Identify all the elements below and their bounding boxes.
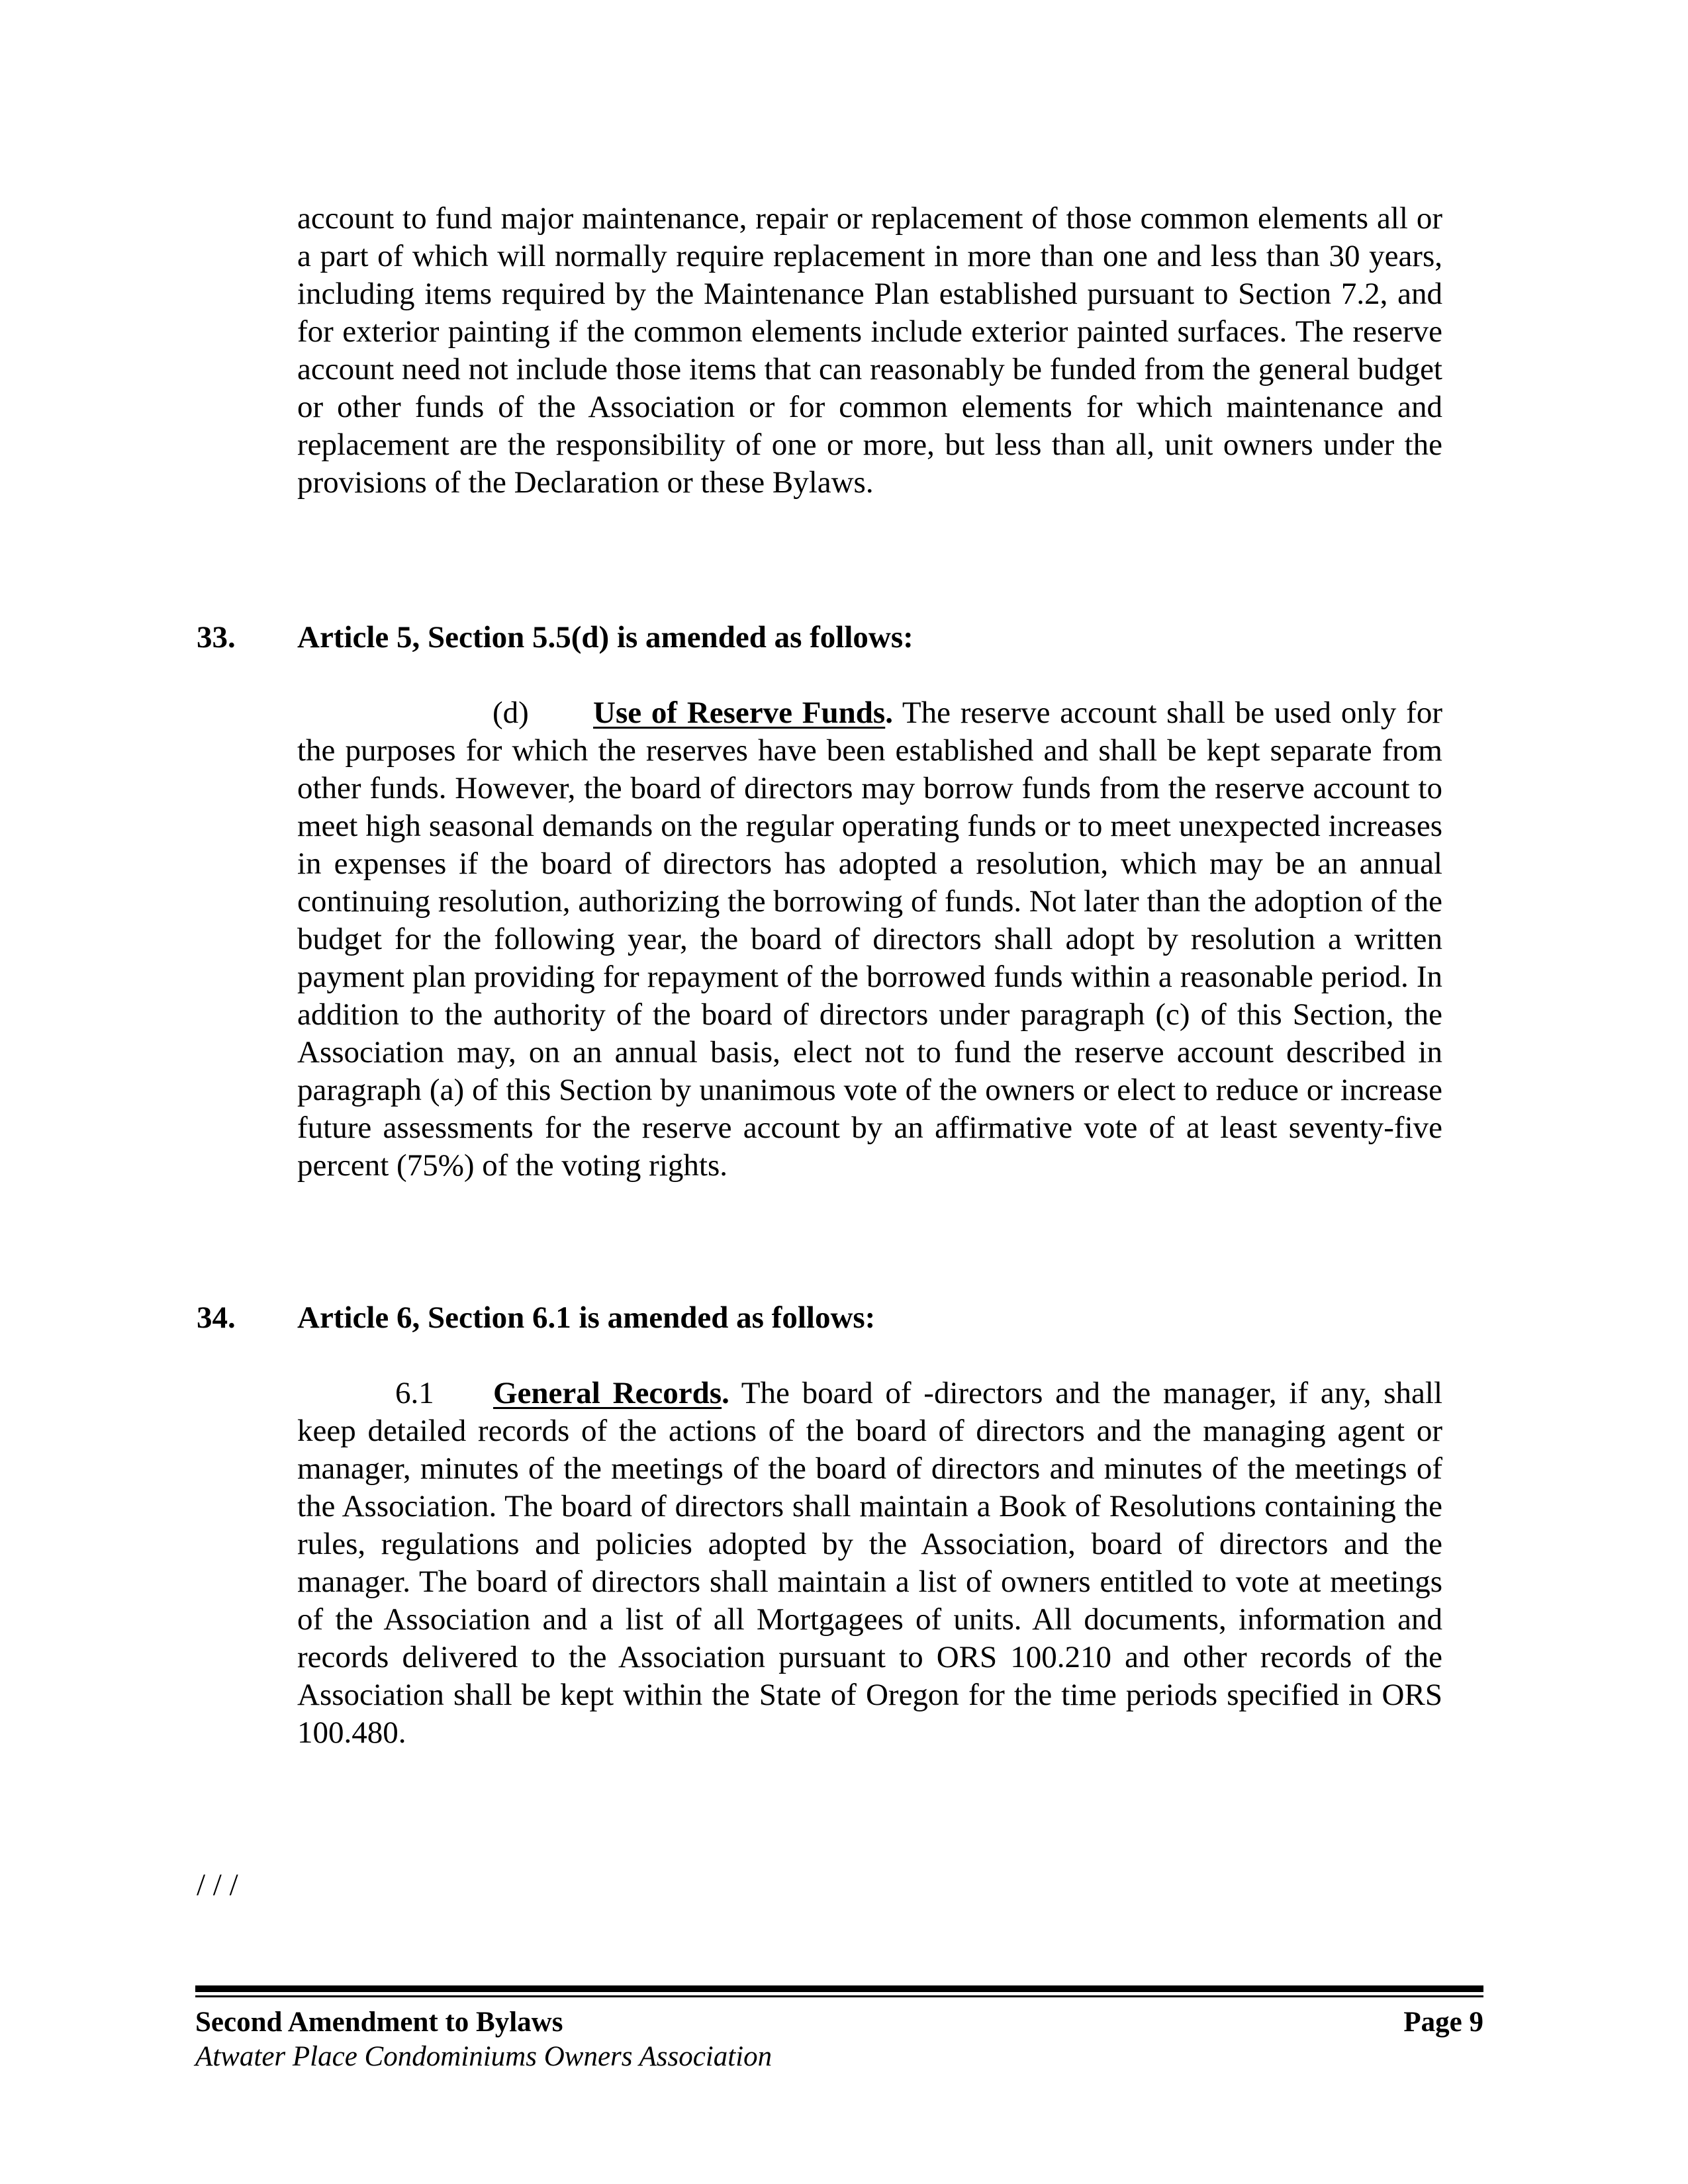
paragraph-label: 6.1 [395,1376,434,1410]
footer-association-name: Atwater Place Condominiums Owners Association [195,2041,773,2072]
footer-document-title: Second Amendment to Bylaws [195,2007,563,2038]
paragraph-title-period: . [722,1376,729,1410]
section-33-paragraph [297,694,1442,1185]
section-heading-text: Article 5, Section 5.5(d) is amended as follows: [297,620,914,655]
paragraph-body: The reserve account shall be used only for the purposes for which the reserves have been established and shall be kept separate from other funds. However, the board of directors may borrow funds from the reserve account to meet high seasonal demands on the regular operating funds or to meet unexpected increases in expenses if the board of directors has adopted a resolution, which may be an annual continuing resolution, authorizing the borrowing of funds. Not later than the adoption of the budget for the following year, the board of directors shall adopt by resolution a written payment plan providing for repayment of the borrowed funds within a reasonable period. In addition to the authority of the board of directors under paragraph (c) of this Section, the Association may, on an annual basis, elect not to fund the reserve account described in paragraph (a) of this Section by unanimous vote of the owners or elect to reduce or increase future assessments for the reserve account by an affirmative vote of at least seventy-five percent (75%) of the voting rights. [297,696,1442,1183]
paragraph-title: General Records [493,1376,722,1410]
paragraph-title-period: . [885,696,893,730]
paragraph-label: (d) [492,696,529,730]
footer-rule-thin [195,1995,1483,1997]
paragraph-body: The board of -directors and the manager, if any, shall keep detailed records of the actions of the board of directors and the managing agent or manager, minutes of the meetings of the board of directors and minutes of the meetings of the Association. The board of directors shall maintain a Book of Resolutions containing the rules, regulations and policies adopted by the Association, board of directors and the manager. The board of directors shall maintain a list of owners entitled to vote at meetings of the Association and a list of all Mortgagees of units. All documents, information and records delivered to the Association pursuant to ORS 100.210 and other records of the Association shall be kept within the State of Oregon for the time periods specified in ORS 100.480. [297,1376,1442,1750]
continuation-mark: / / / [197,1868,238,1902]
paragraph-title: Use of Reserve Funds [593,696,886,730]
footer-page-number: Page 9 [1403,2007,1483,2038]
footer-rule-thick [195,1985,1483,1992]
section-heading-text: Article 6, Section 6.1 is amended as follows: [297,1300,876,1335]
section-33-heading [197,619,914,657]
continued-paragraph: account to fund major maintenance, repair or replacement of those common elements all or a part of which will normally require replacement in more than one and less than 30 years, including items required by the Maintenance Plan established pursuant to Section 7.2, and for exterior painting if the common elements include exterior painted surfaces. The reserve account need not include those items that can reasonably be funded from the general budget or other funds of the Association or for common elements for which maintenance and replacement are the responsibility of one or more, but less than all, unit owners under the provisions of the Declaration or these Bylaws. [297,201,1442,500]
section-34-paragraph [297,1375,1442,1752]
section-number: 33. [197,620,236,655]
section-34-heading [197,1299,875,1337]
section-number: 34. [197,1300,236,1335]
